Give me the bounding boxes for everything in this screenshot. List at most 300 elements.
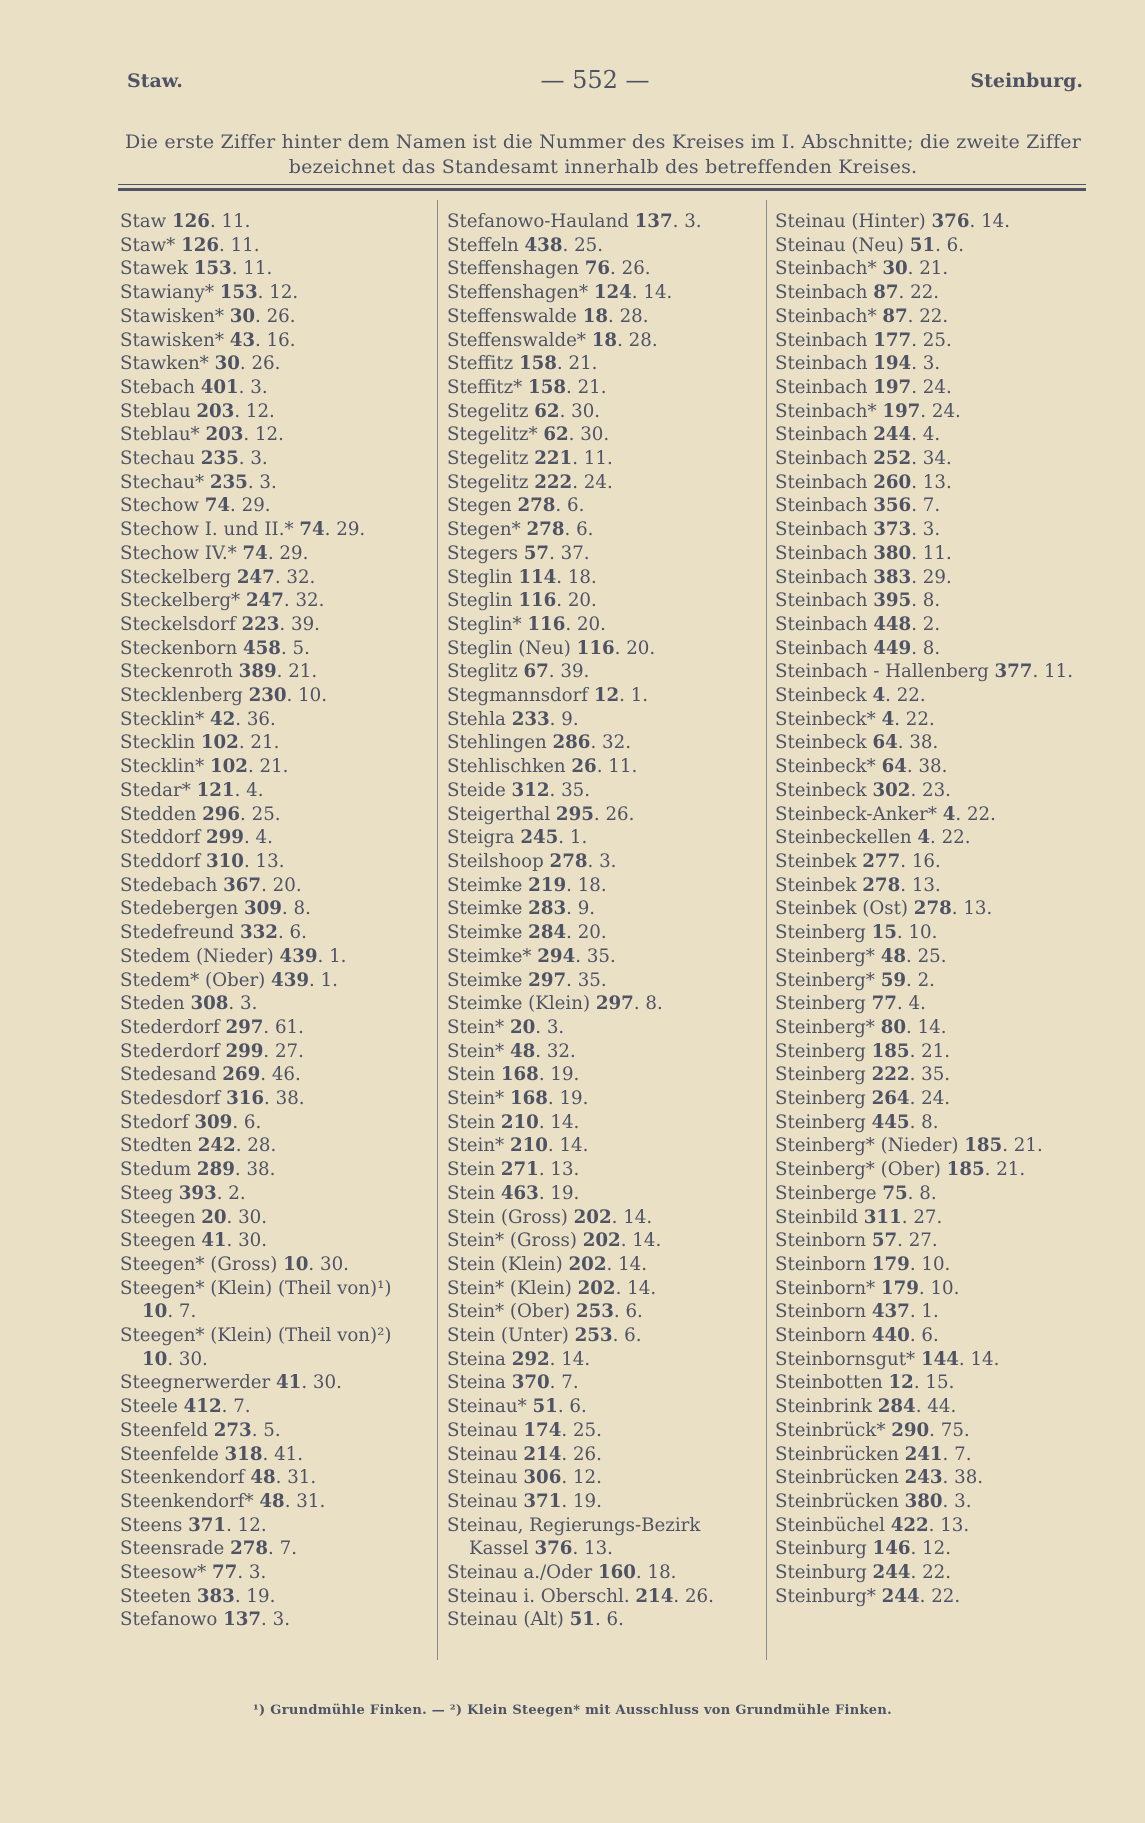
- index-entry: [447, 660, 752, 684]
- separator: .: [318, 590, 325, 612]
- standesamt-number: 20: [567, 590, 592, 612]
- standesamt-number: 11: [230, 234, 254, 256]
- running-head-left: Staw.: [127, 70, 183, 92]
- standesamt-number: 26: [251, 353, 275, 375]
- separator: .: [920, 993, 926, 1015]
- separator: .: [633, 993, 646, 1015]
- separator: .: [292, 282, 299, 304]
- index-entry: [447, 779, 752, 803]
- place-name: Stein: [447, 1182, 501, 1204]
- place-name: Steglin: [447, 590, 519, 612]
- place-name: Steinau (Alt): [447, 1609, 570, 1631]
- index-entry: [775, 1561, 1080, 1585]
- separator: .: [578, 495, 585, 517]
- standesamt-number: 38: [275, 1088, 299, 1110]
- standesamt-number: 21: [568, 353, 592, 375]
- index-entry: [447, 352, 752, 376]
- index-entry: [447, 708, 752, 732]
- kreis-number: 376: [534, 1538, 573, 1560]
- kreis-number: 439: [271, 969, 310, 991]
- kreis-number: 245: [520, 827, 559, 849]
- index-entry: [447, 874, 752, 898]
- kreis-number: 448: [873, 613, 912, 635]
- standesamt-number: 41: [274, 1443, 298, 1465]
- standesamt-number: 3: [250, 376, 262, 398]
- separator: .: [913, 1372, 926, 1394]
- kreis-number: 309: [194, 1111, 233, 1133]
- standesamt-number: 7: [922, 495, 935, 517]
- standesamt-number: 38: [246, 1159, 270, 1181]
- place-name: Steele: [120, 1396, 184, 1418]
- index-entry: [775, 589, 1080, 613]
- index-entry: [120, 1206, 425, 1230]
- kreis-number: 48: [509, 1040, 536, 1062]
- separator: .: [269, 400, 275, 422]
- separator: .: [263, 1016, 275, 1038]
- kreis-number: 311: [863, 1206, 902, 1228]
- standesamt-number: 14: [632, 1230, 656, 1252]
- kreis-number: 75: [882, 1182, 908, 1204]
- index-entry: [447, 542, 752, 566]
- separator: .: [583, 542, 590, 564]
- separator: .: [906, 756, 919, 778]
- index-entry: [447, 1348, 752, 1372]
- place-name: Steensrade: [120, 1538, 231, 1560]
- separator: .: [620, 1230, 633, 1252]
- place-name: Steimke*: [447, 945, 538, 967]
- place-name: Stedebergen: [120, 898, 244, 920]
- standesamt-number: 3: [922, 353, 935, 375]
- kreis-number: 289: [196, 1159, 235, 1181]
- place-name: Steimke: [447, 969, 529, 991]
- separator: .: [566, 922, 578, 944]
- separator: .: [243, 850, 256, 872]
- separator: .: [631, 756, 638, 778]
- place-name: Steblau*: [120, 424, 206, 446]
- standesamt-number: 22: [941, 827, 965, 849]
- standesamt-number: 21: [919, 258, 943, 280]
- index-entry: [447, 1158, 752, 1182]
- place-name: Steckenroth: [120, 661, 239, 683]
- standesamt-number: 11: [583, 448, 607, 470]
- separator: .: [565, 613, 577, 635]
- standesamt-number: 3: [599, 850, 611, 872]
- separator: .: [651, 329, 658, 351]
- place-name: Steinbeck: [775, 779, 873, 801]
- separator: .: [587, 850, 600, 872]
- standesamt-number: 10: [921, 1253, 945, 1275]
- separator: .: [566, 376, 578, 398]
- standesamt-number: 21: [577, 376, 601, 398]
- separator: .: [558, 1016, 565, 1038]
- index-entry: [120, 352, 425, 376]
- standesamt-number: 25: [917, 945, 941, 967]
- standesamt-number: 11: [1044, 661, 1068, 683]
- kreis-number: 116: [518, 590, 557, 612]
- standesamt-number: 11: [922, 542, 946, 564]
- index-entry: [775, 518, 1080, 542]
- place-name: Stein (Unter): [447, 1325, 575, 1347]
- standesamt-number: 6: [289, 922, 302, 944]
- place-name: Steeten: [120, 1585, 197, 1607]
- separator: .: [234, 400, 246, 422]
- kreis-number: 12: [888, 1372, 914, 1394]
- index-entry: [120, 305, 425, 329]
- index-entry: [120, 257, 425, 281]
- kreis-number: 393: [178, 1182, 217, 1204]
- kreis-number: 264: [871, 1088, 910, 1110]
- separator: .: [600, 376, 607, 398]
- separator: .: [911, 542, 923, 564]
- place-name: Stein*: [447, 1040, 510, 1062]
- index-entry: [775, 1134, 1080, 1158]
- kreis-number: 296: [202, 803, 241, 825]
- standesamt-number: 14: [917, 1016, 941, 1038]
- standesamt-number: 5: [292, 637, 305, 659]
- index-entry: [447, 494, 752, 518]
- standesamt-number: 26: [266, 305, 290, 327]
- separator: .: [556, 353, 569, 375]
- separator: .: [572, 471, 584, 493]
- index-entry: [775, 874, 1080, 898]
- separator: .: [934, 424, 941, 446]
- standesamt-number: 2: [228, 1182, 240, 1204]
- separator: .: [915, 1396, 928, 1418]
- place-name: Steinbek: [775, 874, 863, 896]
- separator: .: [538, 1159, 551, 1181]
- place-name: Steigerthal: [447, 803, 556, 825]
- separator: .: [906, 969, 918, 991]
- separator: .: [564, 519, 577, 541]
- kreis-number: 376: [931, 211, 970, 232]
- index-entry: [120, 1443, 425, 1467]
- place-name: Steckelsdorf: [120, 613, 242, 635]
- separator: .: [255, 329, 267, 351]
- kreis-number: 153: [219, 282, 258, 304]
- place-name: Steinberg*: [775, 945, 881, 967]
- index-entry: [775, 257, 1080, 281]
- separator: .: [613, 1301, 626, 1323]
- standesamt-number: 8: [919, 1182, 931, 1204]
- standesamt-number: 4: [922, 424, 935, 446]
- index-entry: [775, 1324, 1080, 1348]
- separator: .: [932, 1301, 939, 1323]
- standesamt-number: 11: [243, 258, 267, 280]
- place-name: Steinbek (Ost): [775, 898, 914, 920]
- separator: .: [286, 685, 299, 707]
- standesamt-number: 7: [561, 1372, 573, 1394]
- separator: .: [281, 898, 294, 920]
- separator: .: [631, 282, 644, 304]
- place-name: Steinau, Regierungs-Bezirk Kassel: [447, 1514, 701, 1560]
- separator: .: [573, 1159, 580, 1181]
- separator: .: [239, 1182, 246, 1204]
- place-name: Steinbrück*: [775, 1419, 892, 1441]
- separator: .: [695, 211, 702, 232]
- place-name: Steenkendorf*: [120, 1490, 260, 1512]
- place-name: Stecklin*: [120, 756, 210, 778]
- index-entry: [775, 1182, 1080, 1206]
- index-entry: [775, 897, 1080, 921]
- kreis-number: 179: [871, 1253, 910, 1275]
- separator: .: [596, 1443, 602, 1465]
- kreis-number: 235: [209, 471, 248, 493]
- separator: .: [557, 1396, 570, 1418]
- separator: .: [572, 1372, 579, 1394]
- place-name: Steinbeck: [775, 732, 873, 754]
- place-name: Steinbach*: [775, 305, 883, 327]
- place-name: Steenfelde: [120, 1443, 225, 1465]
- standesamt-number: 29: [241, 495, 265, 517]
- separator: .: [278, 850, 285, 872]
- kreis-number: 203: [196, 400, 235, 422]
- separator: .: [672, 211, 685, 232]
- separator: .: [945, 471, 952, 493]
- separator: .: [964, 827, 971, 849]
- standesamt-number: 28: [628, 329, 652, 351]
- standesamt-number: 20: [626, 637, 650, 659]
- standesamt-number: 24: [583, 471, 607, 493]
- place-name: Steinbeckellen: [775, 827, 918, 849]
- index-entry: [120, 400, 425, 424]
- kreis-number: 284: [877, 1396, 916, 1418]
- place-name: Steinborn: [775, 1230, 872, 1252]
- place-name: Steinbeck-Anker*: [775, 803, 943, 825]
- standesamt-number: 14: [550, 1111, 574, 1133]
- kreis-number: 74: [299, 519, 325, 541]
- separator: .: [615, 1277, 628, 1299]
- index-entry: [447, 1134, 752, 1158]
- standesamt-number: 35: [577, 969, 601, 991]
- standesamt-number: 30: [178, 1348, 203, 1370]
- separator: .: [942, 1490, 955, 1512]
- index-entry: [447, 1608, 752, 1632]
- standesamt-number: 3: [259, 471, 271, 493]
- standesamt-number: 6: [946, 234, 959, 256]
- index-entry: [447, 518, 752, 542]
- separator: .: [919, 1585, 932, 1607]
- separator: .: [558, 827, 570, 849]
- standesamt-number: 21: [921, 1040, 945, 1062]
- separator: .: [282, 756, 289, 778]
- separator: .: [324, 519, 337, 541]
- kreis-number: 222: [534, 471, 573, 493]
- separator: .: [963, 1419, 970, 1441]
- separator: .: [911, 495, 923, 517]
- index-entry: [775, 471, 1080, 495]
- place-name: Steinberg*: [775, 1016, 881, 1038]
- index-entry: [447, 447, 752, 471]
- place-name: Stawek: [120, 258, 194, 280]
- separator: .: [239, 353, 252, 375]
- separator: .: [580, 1396, 587, 1418]
- index-entry: [447, 1087, 752, 1111]
- index-entry: [447, 423, 752, 447]
- kreis-number: 4: [872, 685, 886, 707]
- place-name: Steinbek: [775, 850, 863, 872]
- place-name: Stegers: [447, 542, 524, 564]
- place-name: Steinbeck*: [775, 756, 882, 778]
- kreis-number: 57: [523, 542, 550, 564]
- separator: .: [538, 1064, 551, 1086]
- separator: .: [670, 1562, 677, 1584]
- kreis-number: 126: [171, 211, 210, 232]
- kreis-number: 30: [229, 305, 256, 327]
- index-entry: [775, 1111, 1080, 1135]
- kreis-number: 121: [196, 779, 235, 801]
- standesamt-number: 22: [910, 282, 934, 304]
- kreis-number: 48: [250, 1467, 276, 1489]
- place-name: Steinau: [447, 1467, 524, 1489]
- standesamt-number: 13: [963, 898, 987, 920]
- place-name: Steinberg: [775, 1088, 872, 1110]
- separator: .: [941, 756, 948, 778]
- index-entry: [447, 471, 752, 495]
- index-entry: [775, 376, 1080, 400]
- kreis-number: 295: [555, 803, 594, 825]
- place-name: Stefanowo-Hauland: [447, 211, 635, 232]
- kreis-number: 389: [238, 661, 277, 683]
- index-entry: [447, 1300, 752, 1324]
- kreis-number: 116: [527, 613, 566, 635]
- standesamt-number: 15: [925, 1372, 949, 1394]
- kreis-number: 57: [871, 1230, 898, 1252]
- standesamt-number: 3: [922, 519, 935, 541]
- separator: .: [556, 566, 568, 588]
- index-entry: [775, 329, 1080, 353]
- index-entry: [447, 234, 752, 258]
- separator: .: [593, 803, 606, 825]
- place-name: Steinbach: [775, 424, 874, 446]
- standesamt-number: 18: [567, 566, 592, 588]
- kreis-number: 252: [873, 448, 912, 470]
- kreis-number: 197: [882, 400, 921, 422]
- place-name: Steffeln: [447, 234, 525, 256]
- index-entry: [120, 329, 425, 353]
- standesamt-number: 28: [247, 1135, 271, 1157]
- separator: .: [911, 566, 923, 588]
- standesamt-number: 16: [911, 850, 935, 872]
- index-entry: [447, 1253, 752, 1277]
- place-name: Stein* (Ober): [447, 1301, 576, 1323]
- standesamt-number: 20: [272, 874, 296, 896]
- kreis-number: 185: [946, 1159, 985, 1181]
- index-column-3: [775, 210, 1080, 1608]
- separator: .: [910, 779, 923, 801]
- separator: .: [343, 1253, 349, 1275]
- header-rule-thick: [118, 188, 1086, 191]
- separator: .: [1019, 1159, 1026, 1181]
- place-name: Steinbach: [775, 329, 874, 351]
- kreis-number: 383: [873, 566, 912, 588]
- index-entry: [775, 708, 1080, 732]
- kreis-number: 383: [196, 1585, 235, 1607]
- kreis-number: 10: [142, 1348, 168, 1370]
- kreis-number: 194: [873, 353, 912, 375]
- standesamt-number: 34: [922, 448, 946, 470]
- index-entry: [447, 1443, 752, 1467]
- separator: .: [942, 258, 949, 280]
- index-entry: [775, 969, 1080, 993]
- standesamt-number: 3: [239, 993, 252, 1015]
- standesamt-number: 6: [625, 1301, 638, 1323]
- index-entry: [775, 494, 1080, 518]
- index-entry: [775, 1040, 1080, 1064]
- separator: .: [332, 969, 338, 991]
- kreis-number: 439: [279, 945, 318, 967]
- separator: .: [955, 400, 961, 422]
- place-name: Steinbach: [775, 282, 874, 304]
- separator: .: [232, 1111, 244, 1133]
- index-entry: [447, 921, 752, 945]
- separator: .: [549, 1372, 562, 1394]
- index-entry: [120, 1158, 425, 1182]
- standesamt-number: 3: [272, 1609, 285, 1631]
- separator: .: [336, 1372, 342, 1394]
- place-name: Stein*: [447, 1088, 510, 1110]
- separator: .: [934, 353, 941, 375]
- standesamt-number: 11: [221, 211, 245, 232]
- place-name: Steddorf: [120, 827, 206, 849]
- separator: .: [260, 1064, 272, 1086]
- separator: .: [910, 1562, 923, 1584]
- index-entry: [447, 755, 752, 779]
- index-entry: [775, 447, 1080, 471]
- separator: .: [561, 1467, 573, 1489]
- separator: .: [308, 1253, 320, 1275]
- kreis-number: 64: [881, 756, 907, 778]
- place-name: Steinbach: [775, 613, 874, 635]
- standesamt-number: 22: [922, 1562, 946, 1584]
- place-name: Steffenswalde: [447, 305, 583, 327]
- standesamt-number: 7: [954, 1443, 966, 1465]
- place-name: Steglin: [447, 566, 519, 588]
- standesamt-number: 14: [970, 1348, 994, 1370]
- separator: .: [255, 1111, 262, 1133]
- separator: .: [251, 993, 258, 1015]
- standesamt-number: 14: [623, 1206, 647, 1228]
- standesamt-number: 19: [246, 1585, 270, 1607]
- separator: .: [251, 1419, 264, 1441]
- index-entry: [120, 1134, 425, 1158]
- place-name: Steinbeck: [775, 685, 873, 707]
- separator: .: [572, 1538, 585, 1560]
- separator: .: [708, 1585, 714, 1607]
- separator: .: [948, 1372, 955, 1394]
- kreis-number: 449: [873, 637, 912, 659]
- index-entry: [775, 1300, 1080, 1324]
- kreis-number: 177: [873, 329, 912, 351]
- index-entry: [447, 1111, 752, 1135]
- place-name: Steinbach: [775, 353, 874, 375]
- standesamt-number: 31: [296, 1490, 320, 1512]
- separator: .: [589, 898, 596, 920]
- index-entry: [120, 613, 425, 637]
- standesamt-number: 6: [576, 519, 588, 541]
- kreis-number: 179: [880, 1277, 919, 1299]
- standesamt-number: 61: [274, 1016, 299, 1038]
- separator: .: [635, 1325, 642, 1347]
- index-entry: [447, 1561, 752, 1585]
- index-entry: [120, 1016, 425, 1040]
- index-entry: [447, 305, 752, 329]
- separator: .: [900, 850, 912, 872]
- separator: .: [944, 1088, 951, 1110]
- place-name: Steimke (Klein): [447, 993, 596, 1015]
- separator: .: [896, 993, 909, 1015]
- header-rule-thin: [118, 184, 1086, 185]
- separator: .: [269, 1585, 276, 1607]
